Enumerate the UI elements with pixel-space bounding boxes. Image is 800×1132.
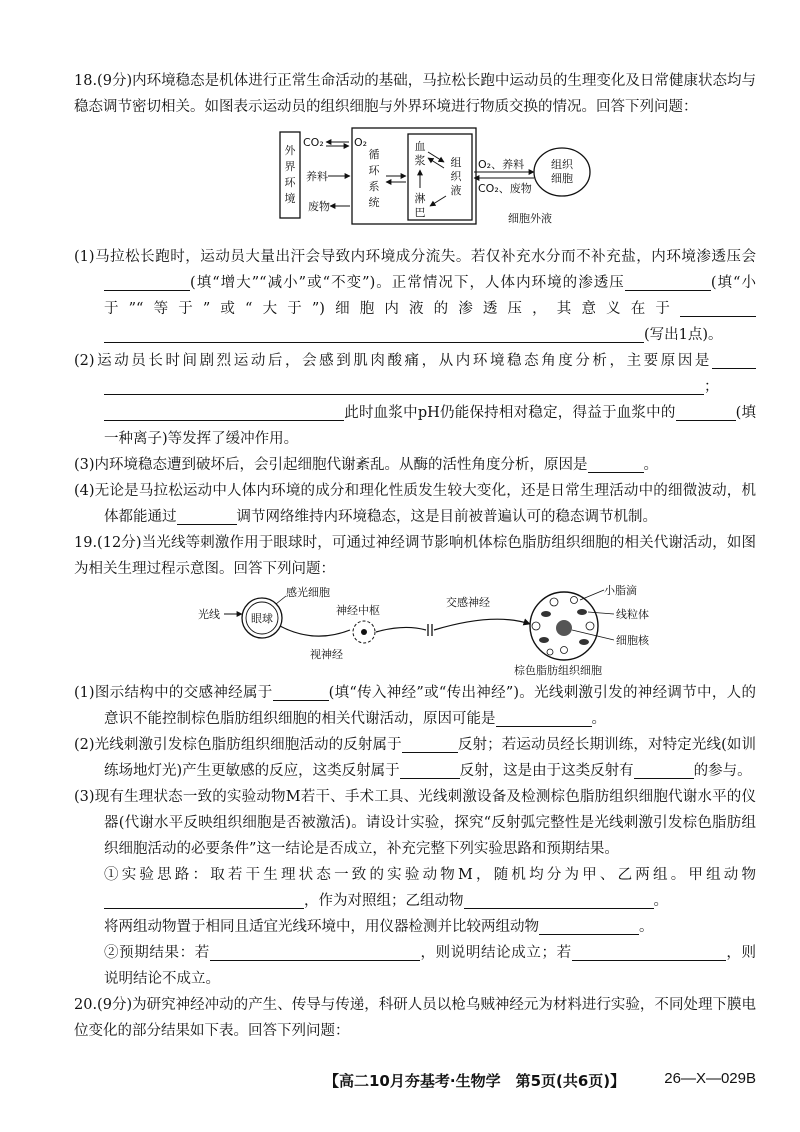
q19-p2-text-b: 反射；若运动员经长期训练，对特定光线(如训练场地灯光)产生更敏感的反应，这类反射属于 — [104, 737, 756, 779]
q19-part-2 — [74, 732, 756, 784]
sympathetic-line-2 — [434, 619, 530, 630]
footer-code: 26—X—029B — [664, 1070, 756, 1087]
q19-p1-text-b: (填“传入神经”或“传出神经”)。光线刺激引发的神经调节中，人的意识不能控制棕色脂肪组织细胞的相关代谢活动，原因可能是 — [104, 685, 756, 727]
outside-env-label-4: 境 — [284, 192, 296, 205]
lipid-6 — [547, 649, 553, 655]
mito-1 — [541, 611, 551, 617]
q19-p2-blank-1[interactable] — [402, 734, 458, 753]
photoreceptor-pointer — [276, 596, 286, 604]
tissue-to-plasma-arrow — [428, 158, 444, 168]
q18-part-4 — [74, 478, 756, 530]
optic-nerve-label: 视神经 — [310, 648, 343, 661]
q18-part-2 — [74, 348, 756, 452]
plasma-to-tissue-arrow — [428, 152, 444, 162]
q18-p2-blank-4[interactable] — [676, 402, 736, 421]
q18-part-3 — [74, 452, 756, 478]
question-18 — [74, 68, 756, 530]
q19-stem: 19.(12分)当光线等刺激作用于眼球时，可通过神经调节影响机体棕色脂肪组织细胞的相关代谢活动，如图为相关生理过程示意图。回答下列问题： — [74, 535, 756, 577]
tissue-cell-label-2: 细胞 — [551, 172, 573, 185]
tissue-fluid-label-1: 组 — [450, 156, 462, 169]
q18-p2-text-a: (2)运动员长时间剧烈运动后，会感到肌肉酸痛，从内环境稳态角度分析，主要原因是 — [74, 353, 712, 369]
tissue-to-lymph-arrow — [430, 196, 446, 206]
q19-s1-text-d: 将两组动物置于相同且适宜光线环境中，用仪器检测并比较两组动物 — [104, 919, 539, 935]
question-20 — [74, 992, 756, 1044]
q18-p1-text-a: (1)马拉松长跑时，运动员大量出汗会导致内环境成分流失。若仅补充水分而不补充盐，内环境渗透压会 — [74, 249, 756, 265]
q19-s2-blank-3[interactable] — [672, 942, 726, 961]
eyeball-label: 眼球 — [251, 612, 273, 625]
q18-p3-text-b: 。 — [643, 457, 659, 473]
waste-label: 废物 — [308, 200, 330, 213]
q18-p2-blank-3[interactable] — [104, 402, 344, 421]
brown-cell-nucleus — [556, 620, 572, 636]
q19-s2-text-c: ，则说明结论不成立。 — [104, 945, 756, 987]
q19-p1-blank-2[interactable] — [496, 708, 592, 727]
q19-part-1 — [74, 680, 756, 732]
lipid-1 — [550, 598, 558, 606]
q18-p1-text-b: (填“增大”“减小”或“不变”)。正常情况下，人体内环境的渗透压 — [190, 275, 625, 291]
q19-p1-text-c: 。 — [591, 711, 606, 727]
q18-p1-blank-1[interactable] — [104, 272, 190, 291]
nucleus-label: 细胞核 — [616, 634, 649, 647]
center-dot — [361, 629, 367, 635]
brown-cell-label: 棕色脂肪组织细胞 — [514, 664, 602, 676]
q18-figure — [74, 122, 756, 240]
footer-center: 【高二10月夯基考·生物学 第5页(共6页)】 — [324, 1072, 626, 1090]
q18-p2-blank-2[interactable] — [104, 376, 704, 395]
q18-p2-blank-1[interactable] — [712, 350, 756, 369]
sympathetic-line-1 — [376, 627, 426, 632]
mito-3 — [539, 637, 549, 643]
q18-p1-text-d: (写出1点)。 — [644, 327, 723, 343]
q19-p2-blank-2[interactable] — [400, 760, 460, 779]
q18-p4-text-a: (4)无论是马拉松运动中人体内环境的成分和理化性质发生较大变化，还是日常生理活动中的细微波动，机体都能通过 — [74, 483, 756, 525]
q19-p1-text-a: (1)图示结构中的交感神经属于 — [74, 685, 273, 701]
q19-s1-blank-3[interactable] — [539, 916, 639, 935]
lipid-label: 小脂滴 — [604, 584, 637, 597]
lipid-2 — [571, 597, 578, 604]
co2-waste-label: CO₂、废物 — [478, 182, 532, 195]
outside-env-label-2: 界 — [284, 160, 296, 173]
q18-p1-blank-3[interactable] — [680, 298, 756, 317]
tissue-cell-label-1: 组织 — [551, 158, 573, 171]
q19-p2-blank-3[interactable] — [634, 760, 694, 779]
q19-s2-text-a: ②预期结果：若 — [104, 945, 210, 961]
q18-p2-text-b: ； — [704, 379, 719, 395]
q19-s1-text-e: 。 — [639, 919, 654, 935]
q19-p1-blank-1[interactable] — [273, 682, 329, 701]
tissue-fluid-label-2: 织 — [450, 170, 462, 183]
extracellular-label: 细胞外液 — [508, 212, 552, 225]
lipid-4 — [586, 622, 594, 630]
q18-p2-text-c: 此时血浆中pH仍能保持相对稳定，得益于血浆中的 — [344, 405, 676, 421]
mito-label: 线粒体 — [616, 608, 649, 621]
q19-s2-blank-2[interactable] — [572, 942, 672, 961]
nucleus-pointer — [572, 630, 614, 640]
tissue-fluid-label-3: 液 — [450, 184, 462, 197]
q19-s1-text-b: ，作为对照组；乙组动物 — [304, 893, 464, 909]
mito-2 — [577, 609, 587, 615]
q19-step-1 — [74, 862, 756, 940]
lipid-pointer — [580, 590, 604, 600]
lipid-3 — [532, 622, 540, 630]
circulation-label-3: 系 — [368, 180, 380, 193]
q19-part-3: (3)现有生理状态一致的实验动物M若干、手术工具、光线刺激设备及检测棕色脂肪组织细胞代谢水平的仪器(代谢水平反映组织细胞是否被激活)。请设计实验，探究“反射弧完整性是光线刺激引发棕色脂肪组织细胞活动的必要条件”这一结论是否成立，补充完整下列实验思路和预期结果。 — [74, 789, 756, 857]
q18-part-1 — [74, 244, 756, 348]
lymph-label-2: 巴 — [414, 206, 426, 219]
q18-p4-text-b: 调节网络维持内环境稳态，这是目前被普遍认可的稳态调节机制。 — [236, 509, 657, 525]
q19-s2-blank-1[interactable] — [210, 942, 420, 961]
mito-4 — [579, 639, 589, 645]
sympathetic-label: 交感神经 — [446, 596, 490, 609]
question-19 — [74, 530, 756, 992]
light-label: 光线 — [198, 608, 220, 621]
q20-stem: 20.(9分)为研究神经冲动的产生、传导与传递，科研人员以枪乌贼神经元为材料进行实验，不同处理下膜电位变化的部分结果如下表。回答下列问题： — [74, 997, 756, 1039]
q19-s2-text-b: ，则说明结论成立；若 — [419, 945, 572, 961]
q19-s1-text-c: 。 — [653, 893, 668, 909]
plasma-label-1: 血 — [414, 140, 426, 153]
mito-pointer — [588, 612, 614, 614]
q19-p2-text-c: 反射，这是由于这类反射有 — [459, 763, 634, 779]
nutrients-label: 养料 — [306, 170, 328, 183]
q18-p1-text-c: (填“小于”“等于”或“大于”)细胞内液的渗透压，其意义在于 — [104, 275, 756, 317]
lipid-5 — [561, 647, 568, 654]
o2-nutrients-label: O₂、养料 — [478, 158, 525, 171]
center-label: 神经中枢 — [336, 604, 380, 617]
q18-p3-blank-1[interactable] — [588, 454, 644, 473]
q18-stem: 18.(9分)内环境稳态是机体进行正常生命活动的基础，马拉松长跑中运动员的生理变化及日常健康状态均与稳态调节密切相关。如图表示运动员的组织细胞与外界环境进行物质交换的情况。回答下列问题： — [74, 73, 756, 115]
q19-p2-text-a: (2)光线刺激引发棕色脂肪组织细胞活动的反射属于 — [74, 737, 402, 753]
o2-label: O₂ — [354, 136, 368, 149]
q19-s1-blank-2[interactable] — [464, 890, 654, 909]
co2-label: CO₂ — [303, 136, 324, 149]
q18-p3-text-a: (3)内环境稳态遭到破坏后，会引起细胞代谢紊乱。从酶的活性角度分析，原因是 — [74, 457, 588, 473]
plasma-label-2: 浆 — [414, 154, 426, 167]
circulation-label-2: 环 — [368, 164, 380, 177]
q19-s1-blank-1[interactable] — [104, 890, 304, 909]
circulation-label-1: 循 — [368, 148, 380, 161]
q18-p1-blank-4[interactable] — [104, 324, 644, 343]
q18-p2-text-d: (填一种离子)等发挥了缓冲作用。 — [104, 405, 756, 447]
q19-p2-text-d: 的参与。 — [693, 763, 752, 779]
q18-p1-blank-2[interactable] — [625, 272, 711, 291]
photoreceptor-label: 感光细胞 — [286, 586, 330, 599]
q19-figure — [74, 584, 756, 676]
q18-p4-blank-1[interactable] — [177, 506, 237, 525]
lymph-label-1: 淋 — [414, 192, 426, 205]
q19-step-2 — [74, 940, 756, 992]
circulation-label-4: 统 — [368, 196, 380, 209]
q19-s1-text-a: ①实验思路：取若干生理状态一致的实验动物M，随机均分为甲、乙两组。甲组动物 — [104, 867, 756, 883]
optic-nerve-line — [280, 626, 350, 636]
outside-env-label-1: 外 — [284, 144, 296, 157]
outside-env-label-3: 环 — [284, 176, 296, 189]
